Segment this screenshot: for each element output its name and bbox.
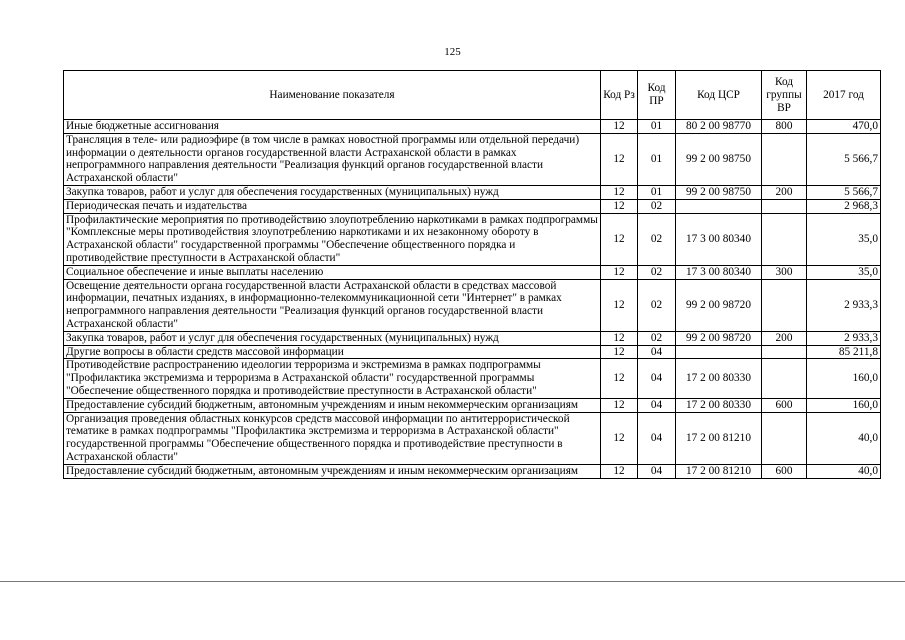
cell-name: Предоставление субсидий бюджетным, автономным учреждениям и иным некоммерческим организациям — [64, 464, 601, 478]
cell-vr — [762, 279, 807, 331]
cell-vr: 800 — [762, 120, 807, 134]
cell-vr — [762, 213, 807, 265]
cell-pr: 02 — [638, 199, 676, 213]
cell-pr: 02 — [638, 213, 676, 265]
cell-rz: 12 — [601, 199, 638, 213]
table-header-row — [64, 71, 881, 120]
table-row — [64, 464, 881, 478]
cell-csr: 17 2 00 81210 — [676, 412, 762, 464]
cell-amount: 2 968,3 — [807, 199, 881, 213]
cell-pr: 02 — [638, 331, 676, 345]
cell-csr: 17 2 00 80330 — [676, 359, 762, 398]
cell-rz: 12 — [601, 133, 638, 185]
table-row — [64, 331, 881, 345]
cell-amount: 35,0 — [807, 265, 881, 279]
cell-vr — [762, 359, 807, 398]
cell-amount: 40,0 — [807, 464, 881, 478]
cell-amount: 85 211,8 — [807, 345, 881, 359]
cell-pr: 04 — [638, 359, 676, 398]
cell-name: Иные бюджетные ассигнования — [64, 120, 601, 134]
cell-rz: 12 — [601, 120, 638, 134]
cell-rz: 12 — [601, 398, 638, 412]
cell-pr: 04 — [638, 464, 676, 478]
cell-rz: 12 — [601, 331, 638, 345]
cell-csr: 99 2 00 98750 — [676, 133, 762, 185]
header-name: Наименование показателя — [64, 71, 601, 120]
cell-name: Трансляция в теле- или радиоэфире (в том числе в рамках новостной программы или отдельной передачи) информации о деятельности органов государственной власти Астраханской области в рамках непрограммного направления деятельности "Реализация функций органов государственной власти Астраханской области" — [64, 133, 601, 185]
table-row — [64, 185, 881, 199]
cell-amount: 40,0 — [807, 412, 881, 464]
cell-name: Освещение деятельности органа государственной власти Астраханской области в средствах массовой информации, печатных изданиях, в информационно-телекоммуникационной сети "Интернет" в рамках непрограммного направления деятельности "Реализация функций органов государственной власти Астраханской области" — [64, 279, 601, 331]
table-row — [64, 412, 881, 464]
table-row — [64, 133, 881, 185]
header-vr: Код группы ВР — [762, 71, 807, 120]
cell-vr: 200 — [762, 331, 807, 345]
cell-amount: 5 566,7 — [807, 133, 881, 185]
table-row — [64, 265, 881, 279]
cell-name: Закупка товаров, работ и услуг для обеспечения государственных (муниципальных) нужд — [64, 331, 601, 345]
cell-name: Противодействие распространению идеологии терроризма и экстремизма в рамках подпрограммы "Профилактика экстремизма и терроризма в Астраханской области" государственной программы "Обеспечение общественного порядка и противодействие преступности в Астраханской области" — [64, 359, 601, 398]
cell-name: Другие вопросы в области средств массовой информации — [64, 345, 601, 359]
cell-pr: 04 — [638, 345, 676, 359]
cell-name: Закупка товаров, работ и услуг для обеспечения государственных (муниципальных) нужд — [64, 185, 601, 199]
page-number: 125 — [444, 46, 461, 58]
divider-line — [0, 581, 905, 582]
cell-name: Социальное обеспечение и иные выплаты населению — [64, 265, 601, 279]
cell-vr: 300 — [762, 265, 807, 279]
cell-pr: 04 — [638, 398, 676, 412]
cell-rz: 12 — [601, 279, 638, 331]
cell-amount: 470,0 — [807, 120, 881, 134]
cell-rz: 12 — [601, 345, 638, 359]
cell-amount: 2 933,3 — [807, 279, 881, 331]
cell-rz: 12 — [601, 213, 638, 265]
cell-pr: 04 — [638, 412, 676, 464]
table-row — [64, 213, 881, 265]
cell-vr — [762, 199, 807, 213]
budget-table — [63, 70, 881, 479]
cell-rz: 12 — [601, 265, 638, 279]
header-csr: Код ЦСР — [676, 71, 762, 120]
cell-pr: 01 — [638, 120, 676, 134]
cell-csr — [676, 199, 762, 213]
table-row — [64, 359, 881, 398]
table-row — [64, 345, 881, 359]
cell-vr — [762, 345, 807, 359]
cell-vr — [762, 133, 807, 185]
cell-rz: 12 — [601, 464, 638, 478]
header-pr: Код ПР — [638, 71, 676, 120]
cell-amount: 160,0 — [807, 398, 881, 412]
cell-amount: 2 933,3 — [807, 331, 881, 345]
cell-pr: 01 — [638, 133, 676, 185]
table-row — [64, 199, 881, 213]
cell-rz: 12 — [601, 412, 638, 464]
cell-amount: 160,0 — [807, 359, 881, 398]
cell-csr: 17 3 00 80340 — [676, 265, 762, 279]
cell-pr: 02 — [638, 279, 676, 331]
cell-csr: 80 2 00 98770 — [676, 120, 762, 134]
cell-amount: 35,0 — [807, 213, 881, 265]
cell-vr: 200 — [762, 185, 807, 199]
cell-csr: 99 2 00 98720 — [676, 279, 762, 331]
cell-csr — [676, 345, 762, 359]
cell-rz: 12 — [601, 359, 638, 398]
header-rz: Код Рз — [601, 71, 638, 120]
cell-pr: 01 — [638, 185, 676, 199]
table-row — [64, 120, 881, 134]
cell-name: Профилактические мероприятия по противодействию злоупотреблению наркотиками в рамках подпрограммы "Комплексные меры противодействия злоупотреблению наркотиками и их незаконному обороту в Астраханской области" государственной программы "Обеспечение общественного порядка и противодействие преступности в Астраханской области" — [64, 213, 601, 265]
cell-csr: 17 2 00 80330 — [676, 398, 762, 412]
cell-amount: 5 566,7 — [807, 185, 881, 199]
cell-vr: 600 — [762, 398, 807, 412]
cell-csr: 99 2 00 98720 — [676, 331, 762, 345]
cell-csr: 17 3 00 80340 — [676, 213, 762, 265]
cell-csr: 17 2 00 81210 — [676, 464, 762, 478]
table-row — [64, 279, 881, 331]
cell-rz: 12 — [601, 185, 638, 199]
cell-pr: 02 — [638, 265, 676, 279]
cell-name: Предоставление субсидий бюджетным, автономным учреждениям и иным некоммерческим организациям — [64, 398, 601, 412]
cell-csr: 99 2 00 98750 — [676, 185, 762, 199]
header-year: 2017 год — [807, 71, 881, 120]
cell-name: Организация проведения областных конкурсов средств массовой информации по антитеррористической тематике в рамках подпрограммы "Профилактика экстремизма и терроризма в Астраханской области" государственной программы "Обеспечение общественного порядка и противодействие преступности в Астраханской области" — [64, 412, 601, 464]
cell-vr: 600 — [762, 464, 807, 478]
cell-name: Периодическая печать и издательства — [64, 199, 601, 213]
cell-vr — [762, 412, 807, 464]
table-row — [64, 398, 881, 412]
